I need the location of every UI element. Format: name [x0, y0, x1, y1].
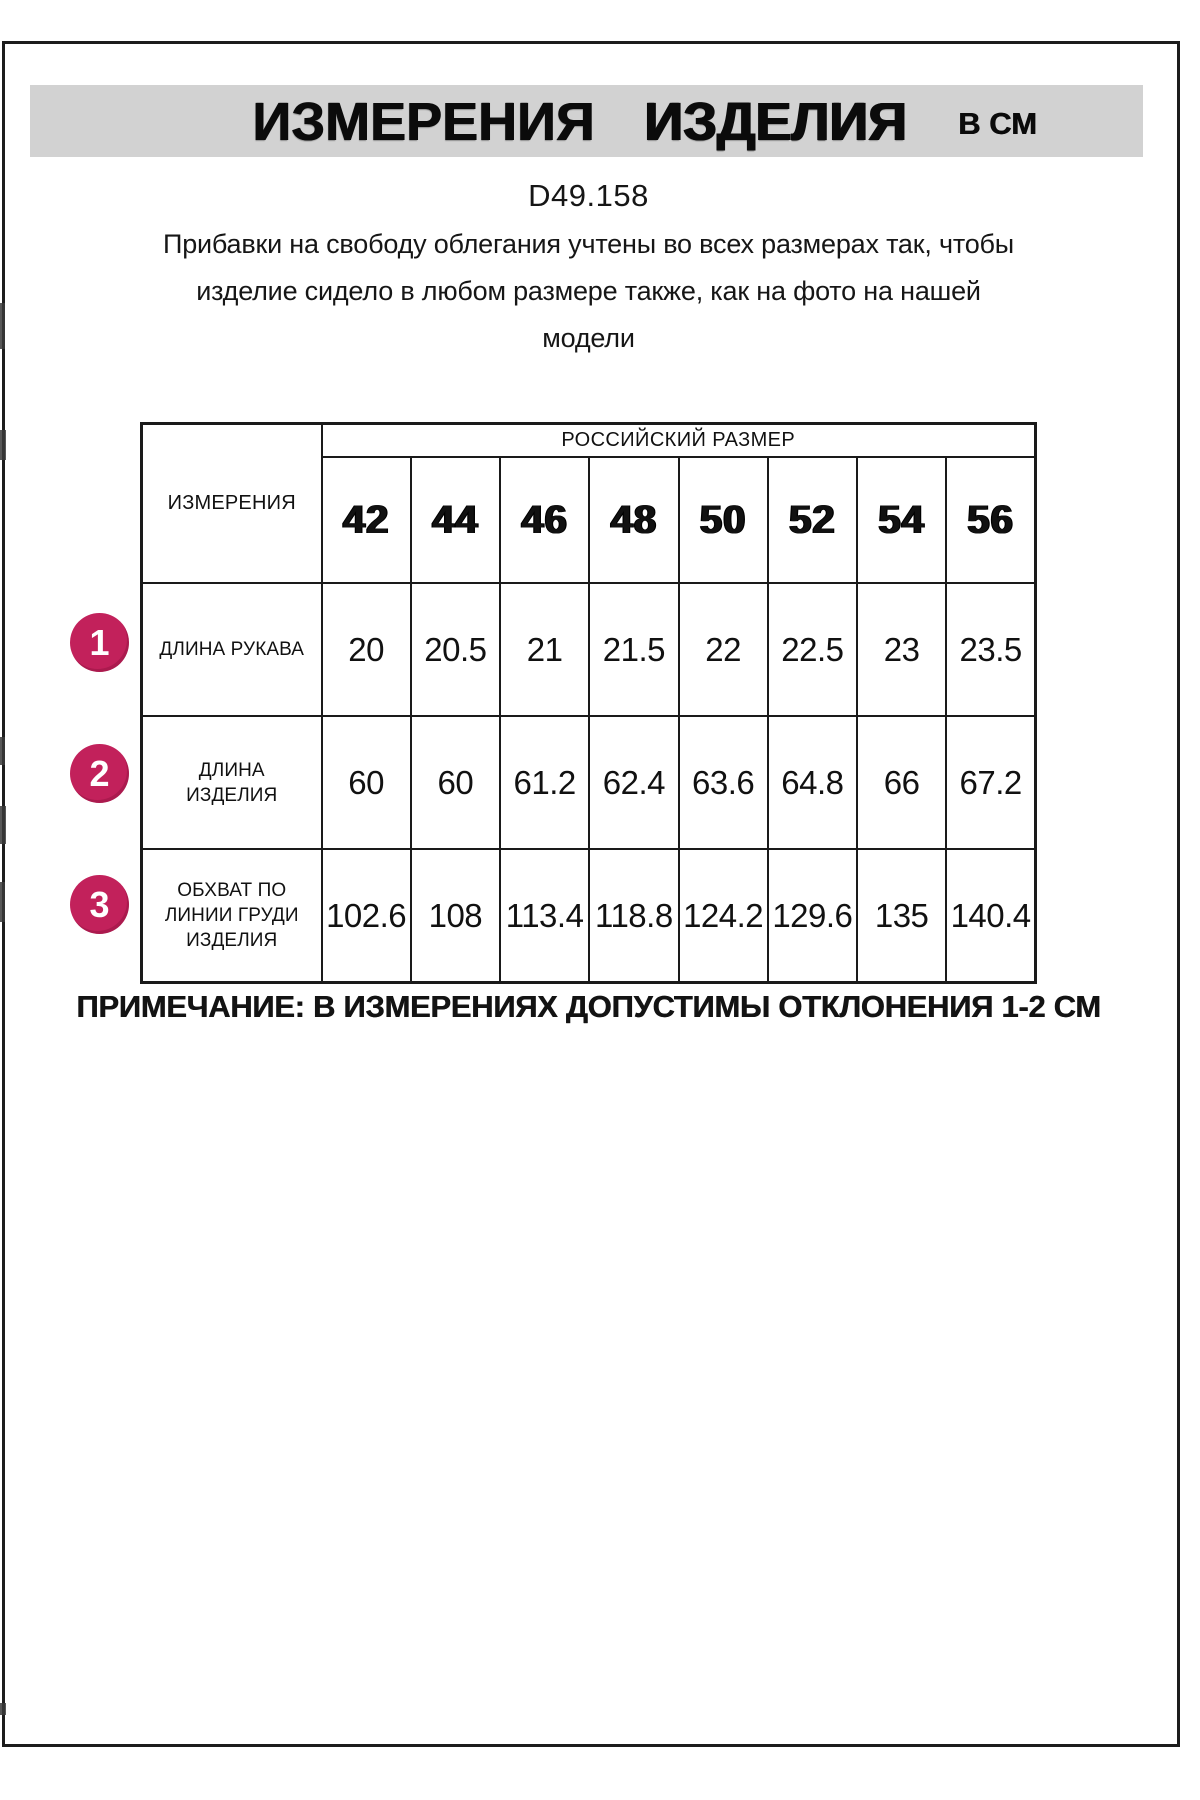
size-number: 44 [432, 497, 479, 542]
size-number: 54 [878, 497, 925, 542]
size-number: 46 [521, 497, 568, 542]
measurement-label-cell [142, 583, 322, 716]
scan-artifact [0, 806, 6, 844]
measurement-label-line: ИЗДЕЛИЯ [186, 784, 278, 806]
title-word-izdeliya: ИЗДЕЛИЯ [644, 92, 907, 152]
measurement-value-cell: 140.4 [946, 849, 1035, 983]
description-line: Прибавки на свободу облегания учтены во всех размерах так, чтобы [163, 229, 1014, 259]
size-header-cell [857, 457, 946, 583]
size-number: 48 [610, 497, 658, 542]
size-number: 42 [342, 497, 390, 542]
measurement-label-line: ЛИНИИ ГРУДИ [164, 905, 299, 926]
measurement-value-cell: 124.2 [679, 849, 768, 983]
measurement-value-cell: 62.4 [589, 716, 678, 849]
measurement-value-cell: 21.5 [589, 583, 678, 716]
size-number: 50 [699, 497, 747, 542]
note-text: ПРИМЕЧАНИЕ: В ИЗМЕРЕНИЯХ ДОПУСТИМЫ ОТКЛОНЕНИЯ 1-2 СМ [76, 989, 1101, 1024]
size-header-cell [411, 457, 500, 583]
measurement-value-cell: 108 [411, 849, 500, 983]
measurements-table [140, 422, 1037, 984]
scan-artifact [0, 737, 5, 765]
measurement-value-cell: 23 [857, 583, 946, 716]
measurement-label-line: ИЗДЕЛИЯ [186, 930, 278, 951]
size-number: 52 [789, 497, 836, 542]
measurement-value-cell: 61.2 [500, 716, 589, 849]
row-number-badge: 3 [70, 875, 129, 934]
measurement-value-cell: 20 [322, 583, 411, 716]
description-line: модели [542, 323, 635, 353]
measurement-value-cell: 113.4 [500, 849, 589, 983]
size-number: 56 [967, 497, 1014, 542]
measurement-label-line: ОБХВАТ ПО [177, 880, 287, 901]
size-header-cell [589, 457, 678, 583]
scan-artifact [0, 1703, 6, 1715]
table-row [142, 716, 1036, 849]
measurement-value-cell: 23.5 [946, 583, 1035, 716]
measurement-value-cell: 102.6 [322, 849, 411, 983]
measurement-value-cell: 66 [857, 716, 946, 849]
title-unit-cm: В СМ [958, 106, 1037, 141]
row-number-badge: 2 [70, 744, 129, 803]
measurement-value-cell: 21 [500, 583, 589, 716]
corner-header-cell: ИЗМЕРЕНИЯ [142, 424, 322, 584]
scan-artifact [0, 430, 6, 460]
size-header-cell [322, 457, 411, 583]
measurement-value-cell: 135 [857, 849, 946, 983]
measurement-label-cell [142, 849, 322, 983]
row-number-badge: 1 [70, 613, 129, 672]
measurement-value-cell: 129.6 [768, 849, 857, 983]
fit-description [118, 221, 1059, 362]
measurement-value-cell: 22.5 [768, 583, 857, 716]
measurement-value-cell: 63.6 [679, 716, 768, 849]
measurement-label-line: ДЛИНА РУКАВА [159, 639, 305, 660]
scan-artifact [0, 882, 5, 922]
measurement-value-cell: 20.5 [411, 583, 500, 716]
size-header-cell [946, 457, 1035, 583]
measurement-value-cell: 60 [322, 716, 411, 849]
russian-size-header-cell: РОССИЙСКИЙ РАЗМЕР [322, 424, 1036, 458]
measurement-label-line: ДЛИНА [198, 759, 265, 781]
size-header-cell [768, 457, 857, 583]
measurement-value-cell: 64.8 [768, 716, 857, 849]
measurement-value-cell: 118.8 [589, 849, 678, 983]
table-row [142, 583, 1036, 716]
title-bar [30, 85, 1143, 157]
measurement-label-cell [142, 716, 322, 849]
model-code: D49.158 [528, 178, 649, 213]
size-header-cell [500, 457, 589, 583]
table-group-header-row [142, 424, 1036, 458]
scan-artifact [0, 303, 5, 349]
description-line: изделие сидело в любом размере также, как на фото на нашей [196, 276, 981, 306]
size-header-cell [679, 457, 768, 583]
title-word-izmereniya: ИЗМЕРЕНИЯ [252, 92, 595, 152]
measurement-value-cell: 67.2 [946, 716, 1035, 849]
measurement-value-cell: 60 [411, 716, 500, 849]
table-row [142, 849, 1036, 983]
measurement-value-cell: 22 [679, 583, 768, 716]
